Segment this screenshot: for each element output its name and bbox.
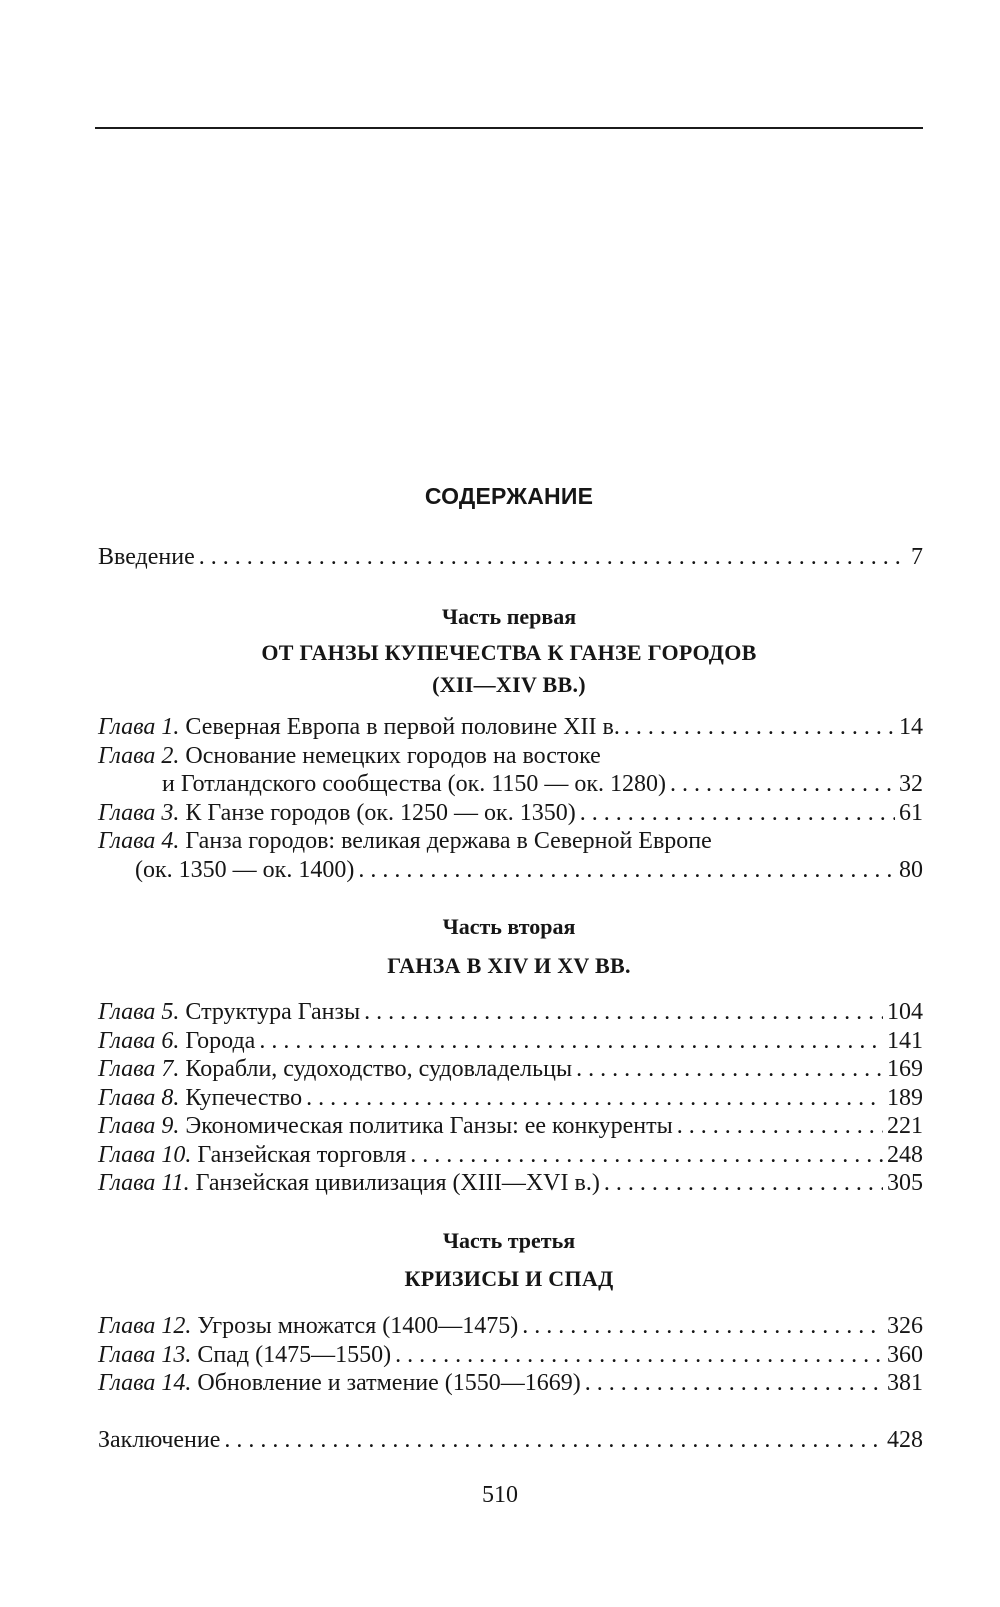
toc-entry xyxy=(98,1342,923,1372)
entry-title: Заключение xyxy=(98,1427,221,1453)
entry-page: 189 xyxy=(887,1085,923,1111)
chapter-prefix: Глава 12. xyxy=(98,1313,192,1339)
chapter-prefix: Глава 7. xyxy=(98,1056,180,1082)
entry-title: Введение xyxy=(98,544,195,570)
entry-title: Города xyxy=(185,1028,256,1054)
chapter-prefix: Глава 4. xyxy=(98,828,180,854)
contents-heading: СОДЕРЖАНИЕ xyxy=(424,483,594,509)
leader-dots xyxy=(585,1370,883,1397)
toc-entry xyxy=(98,1142,923,1172)
toc-entry xyxy=(98,1427,923,1457)
chapter-prefix: Глава 11. xyxy=(98,1170,190,1196)
leader-dots xyxy=(395,1342,883,1369)
entry-title: Ганзейская цивилизация (XIII—XVI в.) xyxy=(195,1170,600,1196)
entry-title: Купечество xyxy=(185,1085,303,1111)
chapter-prefix: Глава 2. xyxy=(98,743,180,769)
chapter-prefix: Глава 1. xyxy=(98,714,180,740)
entry-title: Обновление и затмение (1550—1669) xyxy=(197,1370,581,1396)
leader-dots xyxy=(364,999,883,1026)
toc-entry-continuation xyxy=(98,771,923,801)
entry-page: 104 xyxy=(887,999,923,1025)
leader-dots xyxy=(224,1427,883,1454)
entry-title: К Ганзе городов (ок. 1250 — ок. 1350) xyxy=(185,800,576,826)
toc-entry xyxy=(98,999,923,1029)
entry-page: 7 xyxy=(911,544,923,570)
toc-entry xyxy=(98,1170,923,1200)
chapter-prefix: Глава 14. xyxy=(98,1370,192,1396)
toc-entry xyxy=(98,800,923,830)
chapter-prefix: Глава 13. xyxy=(98,1342,192,1368)
chapter-prefix: Глава 5. xyxy=(98,999,180,1025)
entry-title: Ганза городов: великая держава в Северной Европе xyxy=(185,828,712,854)
entry-title-cont: и Готландского сообщества (ок. 1150 — ок. 1280) xyxy=(162,771,667,797)
toc-entry xyxy=(98,1313,923,1343)
leader-dots xyxy=(576,1056,883,1083)
part-title: КРИЗИСЫ И СПАД xyxy=(404,1266,614,1291)
leader-dots xyxy=(306,1085,883,1112)
leader-dots xyxy=(259,1028,883,1055)
toc-entry xyxy=(98,828,923,858)
toc-entry xyxy=(98,1085,923,1115)
leader-dots xyxy=(199,544,907,571)
entry-title-cont: (ок. 1350 — ок. 1400) xyxy=(135,857,355,883)
leader-dots xyxy=(580,800,895,827)
chapter-prefix: Глава 6. xyxy=(98,1028,180,1054)
chapter-prefix: Глава 3. xyxy=(98,800,180,826)
entry-title: Ганзейская торговля xyxy=(197,1142,407,1168)
part-label: Часть третья xyxy=(442,1228,576,1253)
toc-entry xyxy=(98,1028,923,1058)
toc-entry xyxy=(98,1370,923,1400)
part-title: ГАНЗА В XIV И XV ВВ. xyxy=(387,953,631,978)
entry-page: 221 xyxy=(887,1113,923,1139)
part-label: Часть вторая xyxy=(442,914,576,939)
leader-dots xyxy=(677,1113,883,1140)
entry-page: 248 xyxy=(887,1142,923,1168)
part-subtitle: (XII—XIV ВВ.) xyxy=(432,672,586,697)
chapter-prefix: Глава 8. xyxy=(98,1085,180,1111)
leader-dots xyxy=(624,714,895,741)
entry-title: Основание немецких городов на востоке xyxy=(185,743,601,769)
leader-dots xyxy=(358,857,895,884)
entry-page: 141 xyxy=(887,1028,923,1054)
entry-title: Экономическая политика Ганзы: ее конкуренты xyxy=(185,1113,673,1139)
page-number: 510 xyxy=(482,1482,518,1508)
toc-entry xyxy=(98,1056,923,1086)
entry-page: 381 xyxy=(887,1370,923,1396)
toc-entry-continuation xyxy=(98,857,923,887)
toc-entry xyxy=(98,1113,923,1143)
entry-title: Структура Ганзы xyxy=(185,999,361,1025)
entry-page: 61 xyxy=(899,800,923,826)
toc-entry xyxy=(98,544,923,574)
entry-title: Северная Европа в первой половине XII в. xyxy=(185,714,620,740)
entry-page: 32 xyxy=(899,771,923,797)
leader-dots xyxy=(604,1170,883,1197)
entry-page: 428 xyxy=(887,1427,923,1453)
entry-title: Корабли, судоходство, судовладельцы xyxy=(185,1056,573,1082)
part-title: ОТ ГАНЗЫ КУПЕЧЕСТВА К ГАНЗЕ ГОРОДОВ xyxy=(261,640,757,665)
entry-page: 360 xyxy=(887,1342,923,1368)
leader-dots xyxy=(670,771,895,798)
entry-page: 80 xyxy=(899,857,923,883)
toc-entry xyxy=(98,743,923,773)
top-rule xyxy=(95,127,923,129)
entry-page: 305 xyxy=(887,1170,923,1196)
entry-title: Угрозы множатся (1400—1475) xyxy=(197,1313,519,1339)
entry-page: 14 xyxy=(899,714,923,740)
entry-page: 169 xyxy=(887,1056,923,1082)
toc-entry xyxy=(98,714,923,744)
chapter-prefix: Глава 10. xyxy=(98,1142,192,1168)
chapter-prefix: Глава 9. xyxy=(98,1113,180,1139)
entry-page: 326 xyxy=(887,1313,923,1339)
part-label: Часть первая xyxy=(441,604,577,629)
leader-dots xyxy=(410,1142,883,1169)
leader-dots xyxy=(522,1313,883,1340)
entry-title: Спад (1475—1550) xyxy=(197,1342,392,1368)
